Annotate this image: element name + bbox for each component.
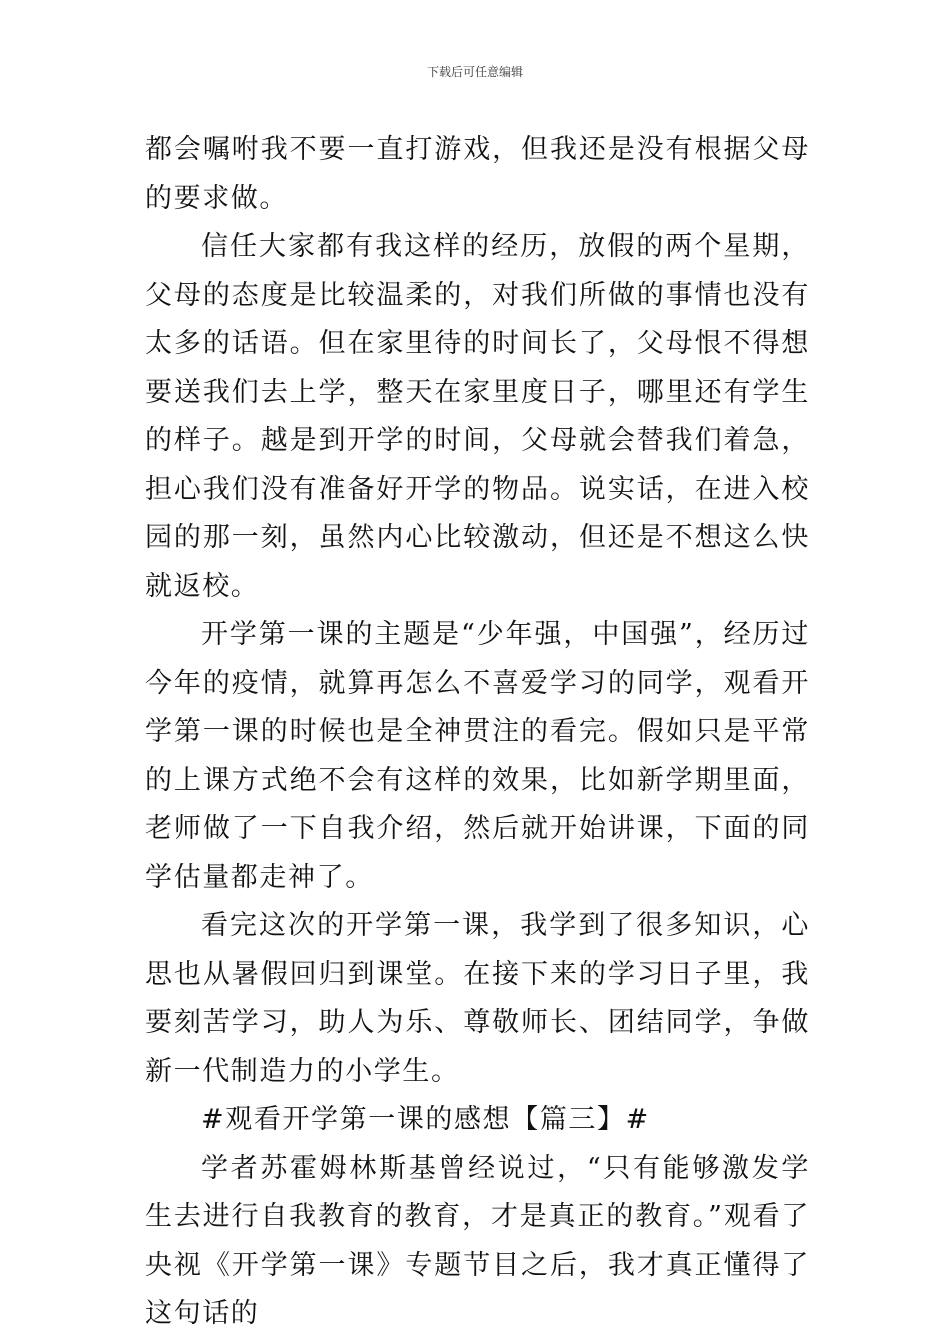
section-heading: #观看开学第一课的感想【篇三】# [201,1104,650,1135]
page-header-note: 下载后可任意编辑 [426,65,523,79]
paragraph-3: 开学第一课的主题是“少年强，中国强”，经历过今年的疫情，就算再怎么不喜爱学习的同学，观看开学第一课的时候也是全神贯注的看完。假如只是平常的上课方式绝不会有这样的效果，比如新学期里面，老师做了一下自我介绍，然后就开始讲课，下面的同学估量都走神了。 [145,619,810,893]
paragraph-5: 学者苏霍姆林斯基曾经说过，“只有能够激发学生去进行自我教育的教育，才是真正的教育。”观看了央视《开学第一课》专题节目之后，我才真正懂得了这句话的 [145,1152,810,1329]
paragraph-4: 看完这次的开学第一课，我学到了很多知识，心思也从暑假回归到课堂。在接下来的学习日子里，我要刻苦学习，助人为乐、尊敬师长、团结同学，争做新一代制造力的小学生。 [145,910,810,1087]
paragraph-2: 信任大家都有我这样的经历，放假的两个星期，父母的态度是比较温柔的，对我们所做的事情也没有太多的话语。但在家里待的时间长了，父母恨不得想要送我们去上学，整天在家里度日子，哪里还有学生的样子。越是到开学的时间，父母就会替我们着急，担心我们没有准备好开学的物品。说实话，在进入校园的那一刻，虽然内心比较激动，但还是不想这么快就返校。 [145,231,810,602]
document-body [145,126,810,1339]
paragraph-1: 都会嘱咐我不要一直打游戏，但我还是没有根据父母的要求做。 [145,134,810,214]
